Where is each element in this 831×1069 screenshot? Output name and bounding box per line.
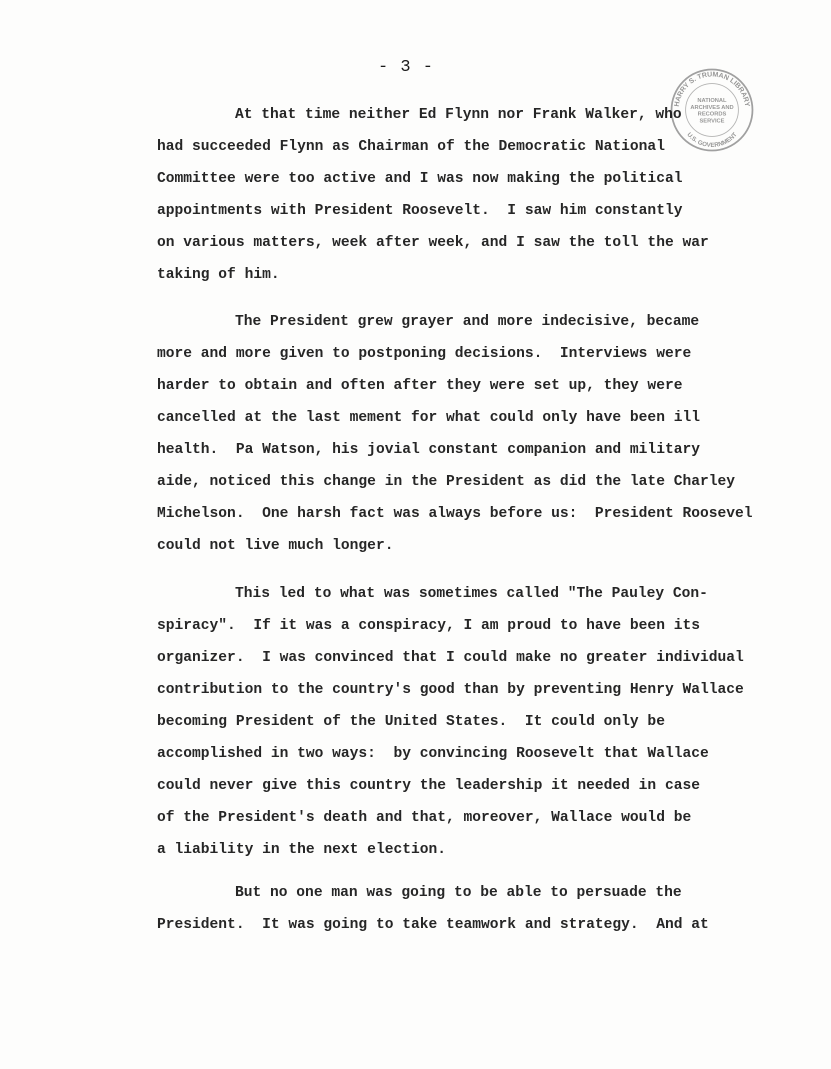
text-line: had succeeded Flynn as Chairman of the Democratic National: [157, 139, 665, 155]
text-line: becoming President of the United States. It could only be: [157, 714, 665, 730]
text-line: Michelson. One harsh fact was always before us: President Roosevel: [157, 506, 753, 522]
text-line: on various matters, week after week, and I saw the toll the war: [157, 235, 709, 251]
text-line: cancelled at the last mement for what could only have been ill: [157, 410, 700, 426]
text-line: health. Pa Watson, his jovial constant companion and military: [157, 442, 700, 458]
text-line: of the President's death and that, moreover, Wallace would be: [157, 810, 692, 826]
paragraph-3: [157, 578, 831, 866]
text-line: could not live much longer.: [157, 538, 394, 554]
text-line: spiracy". If it was a conspiracy, I am proud to have been its: [157, 618, 700, 634]
stamp-text-bottom: U.S. GOVERNMENT: [685, 131, 739, 149]
text-line: appointments with President Roosevelt. I saw him constantly: [157, 203, 683, 219]
text-line: This led to what was sometimes called "The Pauley Con-: [235, 586, 708, 602]
text-line: a liability in the next election.: [157, 842, 447, 858]
stamp-text-center: NATIONAL ARCHIVES AND RECORDS SERVICE: [690, 97, 734, 124]
text-line: Committee were too active and I was now making the political: [157, 171, 683, 187]
text-line: aide, noticed this change in the President as did the late Charley: [157, 474, 736, 490]
text-line: harder to obtain and often after they were set up, they were: [157, 378, 683, 394]
text-line: organizer. I was convinced that I could make no greater individual: [157, 650, 744, 666]
text-line: At that time neither Ed Flynn nor Frank Walker, who: [235, 107, 682, 123]
text-line: could never give this country the leadership it needed in case: [157, 778, 700, 794]
paragraph-1: [157, 99, 831, 291]
text-line: But no one man was going to be able to persuade the: [235, 885, 682, 901]
text-line: taking of him.: [157, 267, 280, 283]
text-line: more and more given to postponing decisions. Interviews were: [157, 346, 692, 362]
stamp-text-top: HARRY S. TRUMAN LIBRARY: [673, 71, 751, 108]
text-line: The President grew grayer and more indecisive, became: [235, 314, 700, 330]
text-line: President. It was going to take teamwork and strategy. And at: [157, 917, 709, 933]
text-line: accomplished in two ways: by convincing Roosevelt that Wallace: [157, 746, 709, 762]
page-number: - 3 -: [378, 58, 435, 77]
paragraph-4: [157, 877, 831, 941]
paragraph-2: [157, 306, 831, 562]
text-line: contribution to the country's good than by preventing Henry Wallace: [157, 682, 744, 698]
